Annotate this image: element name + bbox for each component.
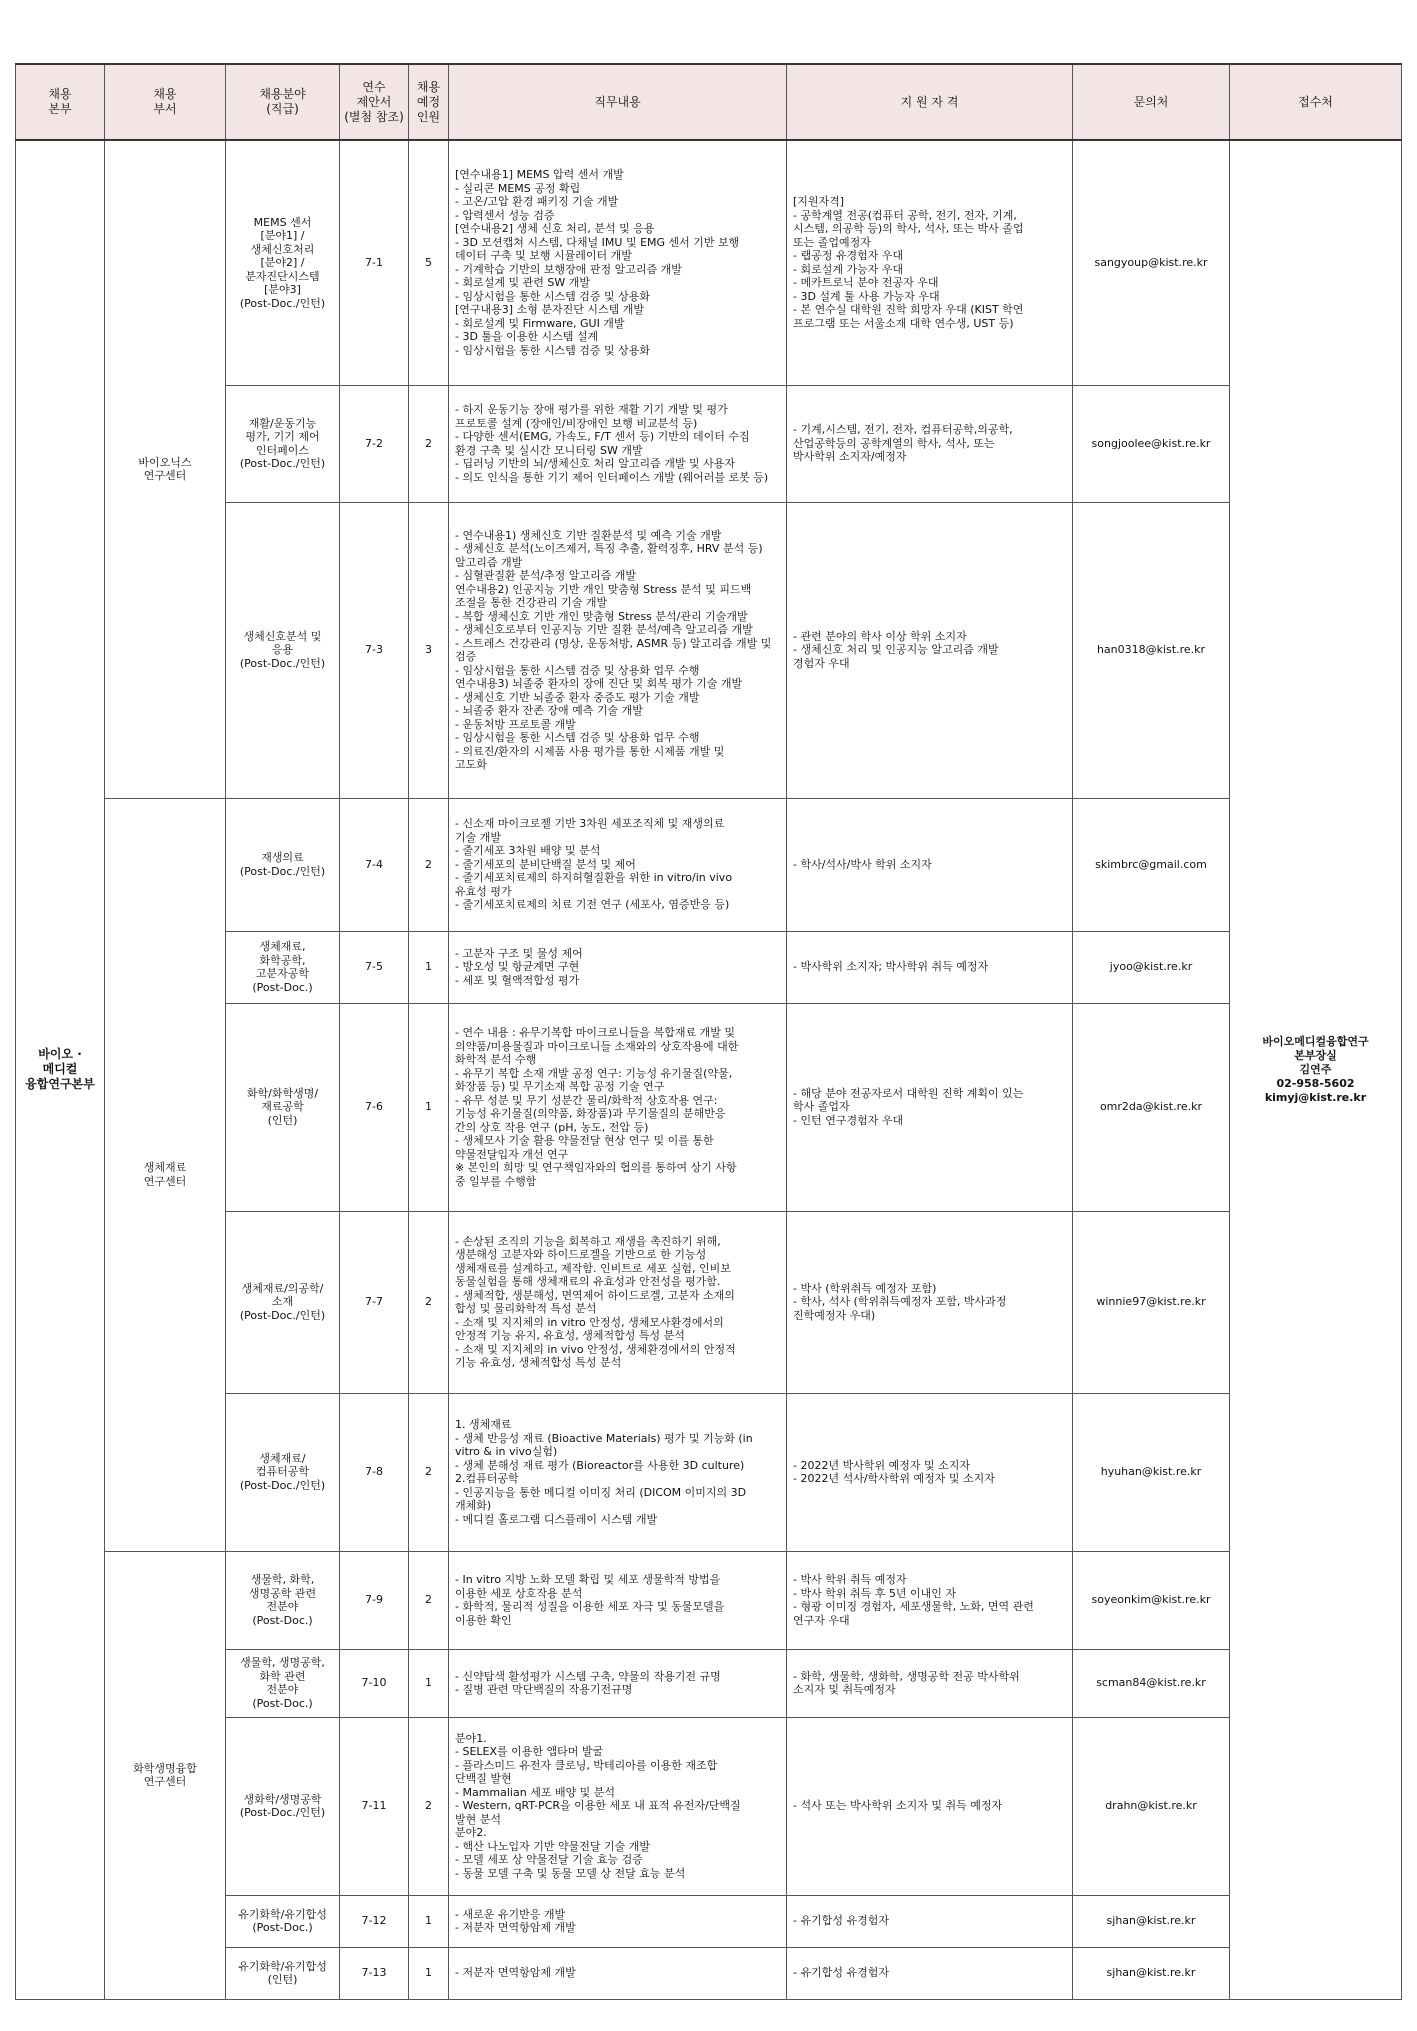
division-cell: 바이오 · 메디컬 융합연구본부 <box>16 140 105 1999</box>
code-cell: 7-6 <box>340 1003 409 1211</box>
center-cell-chem-bio: 화학생명융합 연구센터 <box>105 1551 226 1999</box>
center-cell-biomaterials: 생체재료 연구센터 <box>105 798 226 1551</box>
duties-cell: - In vitro 지방 노화 모델 확립 및 세포 생물학적 방법을 이용한 세포 상호작용 분석 - 화학적, 물리적 성질을 이용한 세포 자극 및 동물모델을 이용한 확인 <box>449 1551 787 1649</box>
duties-cell: - 저분자 면역항암제 개발 <box>449 1947 787 1999</box>
contact-email: omr2da@kist.re.kr <box>1073 1003 1230 1211</box>
count-cell: 2 <box>409 1551 449 1649</box>
contact-email: sjhan@kist.re.kr <box>1073 1895 1230 1947</box>
contact-email: jyoo@kist.re.kr <box>1073 931 1230 1003</box>
count-cell: 3 <box>409 502 449 798</box>
duties-cell: - 신소재 마이크로젤 기반 3차원 세포조직체 및 재생의료 기술 개발 - 줄기세포 3차원 배양 및 분석 - 줄기세포의 분비단백질 분석 및 제어 - 줄기세포치료제의 하지허혈질환을 위한 in vitro/in vivo 유효성 평가 - 줄기세포치료제의 치료 기전 연구 (세포사, 염증반응 등) <box>449 798 787 931</box>
header-reception: 접수처 <box>1230 64 1402 140</box>
table-row <box>16 1551 1402 1649</box>
header-division: 채용 본부 <box>16 64 105 140</box>
recruitment-table-sheet <box>15 63 1401 2000</box>
code-cell: 7-8 <box>340 1393 409 1551</box>
qualifications-cell: - 2022년 박사학위 예정자 및 소지자 - 2022년 석사/학사학위 예정자 및 소지자 <box>787 1393 1073 1551</box>
code-cell: 7-5 <box>340 931 409 1003</box>
code-cell: 7-10 <box>340 1649 409 1717</box>
qualifications-cell: - 박사 (학위취득 예정자 포함) - 학사, 석사 (학위취득예정자 포함, 박사과정 진학예정자 우대) <box>787 1211 1073 1393</box>
code-cell: 7-3 <box>340 502 409 798</box>
duties-cell: - 연수내용1) 생체신호 기반 질환분석 및 예측 기술 개발 - 생체신호 분석(노이즈제거, 특징 추출, 활력징후, HRV 분석 등) 알고리즘 개발 - 심혈관질환 분석/추정 알고리즘 개발 연수내용2) 인공지능 기반 개인 맞춤형 Stress 분석 및 피드백 조절을 통한 건강관리 기술 개발 - 복합 생체신호 기반 개인 맞춤형 Stress 분석/관리 기술개발 - 생체신호로부터 인공지능 기반 질환 분석/예측 알고리즘 개발 - 스트레스 건강관리 (명상, 운동처방, ASMR 등) 알고리즘 개발 및 검증 - 임상시험을 통한 시스템 검증 및 상용화 업무 수행 연수내용3) 뇌졸중 환자의 장애 진단 및 회복 평가 기술 개발 - 생체신호 기반 뇌졸중 환자 중증도 평가 기술 개발 - 뇌졸중 환자 잔존 장애 예측 기술 개발 - 운동처방 프로토콜 개발 - 임상시험을 통한 시스템 검증 및 상용화 업무 수행 - 의료진/환자의 시제품 사용 평가를 통한 시제품 개발 및 고도화 <box>449 502 787 798</box>
qualifications-cell: - 석사 또는 박사학위 소지자 및 취득 예정자 <box>787 1717 1073 1895</box>
count-cell: 2 <box>409 385 449 502</box>
qualifications-cell: - 박사 학위 취득 예정자 - 박사 학위 취득 후 5년 이내인 자 - 형광 이미징 경험자, 세포생물학, 노화, 면역 관련 연구자 우대 <box>787 1551 1073 1649</box>
count-cell: 1 <box>409 1003 449 1211</box>
code-cell: 7-1 <box>340 140 409 385</box>
duties-cell: - 고분자 구조 및 물성 제어 - 방오성 및 항균계면 구현 - 세포 및 혈액적합성 평가 <box>449 931 787 1003</box>
contact-email: skimbrc@gmail.com <box>1073 798 1230 931</box>
table-row <box>16 798 1402 931</box>
contact-email: hyuhan@kist.re.kr <box>1073 1393 1230 1551</box>
field-cell: 생체재료, 화학공학, 고분자공학 (Post-Doc.) <box>226 931 340 1003</box>
qualifications-cell: - 화학, 생물학, 생화학, 생명공학 전공 박사학위 소지자 및 취득예정자 <box>787 1649 1073 1717</box>
count-cell: 1 <box>409 931 449 1003</box>
contact-email: sjhan@kist.re.kr <box>1073 1947 1230 1999</box>
field-cell: 생체신호분석 및 응용 (Post-Doc./인턴) <box>226 502 340 798</box>
header-field: 채용분야 (직급) <box>226 64 340 140</box>
count-cell: 1 <box>409 1649 449 1717</box>
qualifications-cell: - 박사학위 소지자; 박사학위 취득 예정자 <box>787 931 1073 1003</box>
field-cell: MEMS 센서 [분야1] / 생체신호처리 [분야2] / 분자진단시스템 [분야3] (Post-Doc./인턴) <box>226 140 340 385</box>
header-department: 채용 부서 <box>105 64 226 140</box>
count-cell: 1 <box>409 1947 449 1999</box>
field-cell: 생물학, 생명공학, 화학 관련 전분야 (Post-Doc.) <box>226 1649 340 1717</box>
duties-cell: - 신약탐색 활성평가 시스템 구축, 약물의 작용기전 규명 - 질병 관련 막단백질의 작용기전규명 <box>449 1649 787 1717</box>
code-cell: 7-12 <box>340 1895 409 1947</box>
contact-email: soyeonkim@kist.re.kr <box>1073 1551 1230 1649</box>
qualifications-cell: [지원자격] - 공학계열 전공(컴퓨터 공학, 전기, 전자, 기계, 시스템, 의공학 등)의 학사, 석사, 또는 박사 졸업 또는 졸업예정자 - 랩공정 유경험자 우대 - 회로설계 가능자 우대 - 메카트로닉 분야 전공자 우대 - 3D 설계 툴 사용 가능자 우대 - 본 연수실 대학원 진학 희망자 우대 (KIST 학연 프로그램 또는 서울소재 대학 연수생, UST 등) <box>787 140 1073 385</box>
count-cell: 2 <box>409 1211 449 1393</box>
code-cell: 7-11 <box>340 1717 409 1895</box>
duties-cell: - 손상된 조직의 기능을 회복하고 재생을 촉진하기 위해, 생분해성 고분자와 하이드로겔을 기반으로 한 기능성 생체재료를 설계하고, 제작함. 인비트로 세포 실험, 인비보 동물실험을 통해 생체재료의 유효성과 안전성을 평가함. - 생체적합, 생분해성, 면역제어 하이드로겔, 고분자 소재의 합성 및 물리화학적 특성 분석 - 소재 및 지지체의 in vitro 안정성, 생체모사환경에서의 안정적 기능 유지, 유효성, 생체적합성 특성 분석 - 소재 및 지지체의 in vivo 안정성, 생체환경에서의 안정적 기능 유효성, 생체적합성 특성 분석 <box>449 1211 787 1393</box>
field-cell: 화학/화학생명/ 재료공학 (인턴) <box>226 1003 340 1211</box>
code-cell: 7-7 <box>340 1211 409 1393</box>
code-cell: 7-4 <box>340 798 409 931</box>
duties-cell: - 연수 내용 : 유무기복합 마이크로니들을 복합재료 개발 및 의약품/미용물질과 마이크로니들 소재와의 상호작용에 대한 화학적 분석 수행 - 유무기 복합 소재 개발 공정 연구: 기능성 유기물질(약물, 화장품 등) 및 무기소재 복합 공정 기술 연구 - 유무 성분 및 무기 성분간 물리/화학적 상호작용 연구: 기능성 유기물질(의약품, 화장품)과 무기물질의 분해반응 간의 상호 작용 연구 (pH, 농도, 전압 등) - 생체모사 기술 활용 약물전달 현상 연구 및 이를 통한 약물전달입자 개선 연구 ※ 본인의 희망 및 연구책임자와의 협의를 통하여 상기 사항 중 일부를 수행함 <box>449 1003 787 1211</box>
field-cell: 생체재료/ 컴퓨터공학 (Post-Doc./인턴) <box>226 1393 340 1551</box>
contact-email: songjoolee@kist.re.kr <box>1073 385 1230 502</box>
contact-email: sangyoup@kist.re.kr <box>1073 140 1230 385</box>
contact-email: drahn@kist.re.kr <box>1073 1717 1230 1895</box>
duties-cell: 1. 생체재료 - 생체 반응성 재료 (Bioactive Materials) 평가 및 기능화 (in vitro & in vivo실험) - 생체 분해성 재료 평가 (Bioreactor를 사용한 3D culture) 2.컴퓨터공학 - 인공지능을 통한 메디컬 이미징 처리 (DICOM 이미지의 3D 개체화) - 메디컬 홀로그램 디스플레이 시스템 개발 <box>449 1393 787 1551</box>
field-cell: 재생의료 (Post-Doc./인턴) <box>226 798 340 931</box>
count-cell: 5 <box>409 140 449 385</box>
qualifications-cell: - 관련 분야의 학사 이상 학위 소지자 - 생체신호 처리 및 인공지능 알고리즘 개발 경험자 우대 <box>787 502 1073 798</box>
code-cell: 7-13 <box>340 1947 409 1999</box>
field-cell: 유기화학/유기합성 (Post-Doc.) <box>226 1895 340 1947</box>
table-row <box>16 140 1402 385</box>
duties-cell: - 하지 운동기능 장애 평가를 위한 재활 기기 개발 및 평가 프로토콜 설계 (장애인/비장애인 보행 비교분석 등) - 다양한 센서(EMG, 가속도, F/T 센서 등) 기반의 데이터 수집 환경 구축 및 실시간 모니터링 SW 개발 - 딥러닝 기반의 뇌/생체신호 처리 알고리즘 개발 및 사용자 - 의도 인식을 통한 기기 제어 인터페이스 개발 (웨어러블 로봇 등) <box>449 385 787 502</box>
field-cell: 생체재료/의공학/ 소재 (Post-Doc./인턴) <box>226 1211 340 1393</box>
qualifications-cell: - 기계,시스템, 전기, 전자, 컴퓨터공학,의공학, 산업공학등의 공학계열의 학사, 석사, 또는 박사학위 소지자/예정자 <box>787 385 1073 502</box>
duties-cell: 분야1. - SELEX를 이용한 앱타머 발굴 - 플라스미드 유전자 클로닝, 박테리아를 이용한 재조합 단백질 발현 - Mammalian 세포 배양 및 분석 - Western, qRT-PCR을 이용한 세포 내 표적 유전자/단백질 발현 분석 분야2. - 핵산 나노입자 기반 약물전달 기술 개발 - 모델 세포 상 약물전달 기술 효능 검증 - 동물 모델 구축 및 동물 모델 상 전달 효능 분석 <box>449 1717 787 1895</box>
recruitment-table <box>15 63 1402 2000</box>
field-cell: 재활/운동기능 평가, 기기 제어 인터페이스 (Post-Doc./인턴) <box>226 385 340 502</box>
code-cell: 7-2 <box>340 385 409 502</box>
duties-cell: - 새로운 유기반응 개발 - 저분자 면역항암제 개발 <box>449 1895 787 1947</box>
field-cell: 생물학, 화학, 생명공학 관련 전분야 (Post-Doc.) <box>226 1551 340 1649</box>
qualifications-cell: - 유기합성 유경험자 <box>787 1895 1073 1947</box>
count-cell: 2 <box>409 798 449 931</box>
reception-cell: 바이오메디컬융합연구 본부장실 김연주 02-958-5602 kimyj@kist.re.kr <box>1230 140 1402 1999</box>
qualifications-cell: - 학사/석사/박사 학위 소지자 <box>787 798 1073 931</box>
duties-cell: [연수내용1] MEMS 압력 센서 개발 - 실리콘 MEMS 공정 확립 - 고온/고압 환경 패키징 기술 개발 - 압력센서 성능 검증 [연수내용2] 생체 신호 처리, 분석 및 응용 - 3D 모션캡쳐 시스템, 다채널 IMU 및 EMG 센서 기반 보행 데이터 구축 및 보행 시뮬레이터 개발 - 기계학습 기반의 보행장애 판정 알고리즘 개발 - 회로설계 및 관련 SW 개발 - 임상시험을 통한 시스템 검증 및 상용화 [연구내용3] 소형 분자진단 시스템 개발 - 회로설계 및 Firmware, GUI 개발 - 3D 툴을 이용한 시스템 설계 - 임상시험을 통한 시스템 검증 및 상용화 <box>449 140 787 385</box>
header-row <box>16 64 1402 140</box>
header-headcount: 채용 예정 인원 <box>409 64 449 140</box>
count-cell: 2 <box>409 1717 449 1895</box>
contact-email: winnie97@kist.re.kr <box>1073 1211 1230 1393</box>
center-cell-bionics: 바이오닉스 연구센터 <box>105 140 226 798</box>
qualifications-cell: - 해당 분야 전공자로서 대학원 진학 계획이 있는 학사 졸업자 - 인턴 연구경험자 우대 <box>787 1003 1073 1211</box>
field-cell: 유기화학/유기합성 (인턴) <box>226 1947 340 1999</box>
field-cell: 생화학/생명공학 (Post-Doc./인턴) <box>226 1717 340 1895</box>
header-code: 연수 제안서 (별첨 참조) <box>340 64 409 140</box>
code-cell: 7-9 <box>340 1551 409 1649</box>
count-cell: 2 <box>409 1393 449 1551</box>
header-duties: 직무내용 <box>449 64 787 140</box>
contact-email: scman84@kist.re.kr <box>1073 1649 1230 1717</box>
count-cell: 1 <box>409 1895 449 1947</box>
header-qualifications: 지 원 자 격 <box>787 64 1073 140</box>
contact-email: han0318@kist.re.kr <box>1073 502 1230 798</box>
header-contact: 문의처 <box>1073 64 1230 140</box>
qualifications-cell: - 유기합성 유경험자 <box>787 1947 1073 1999</box>
